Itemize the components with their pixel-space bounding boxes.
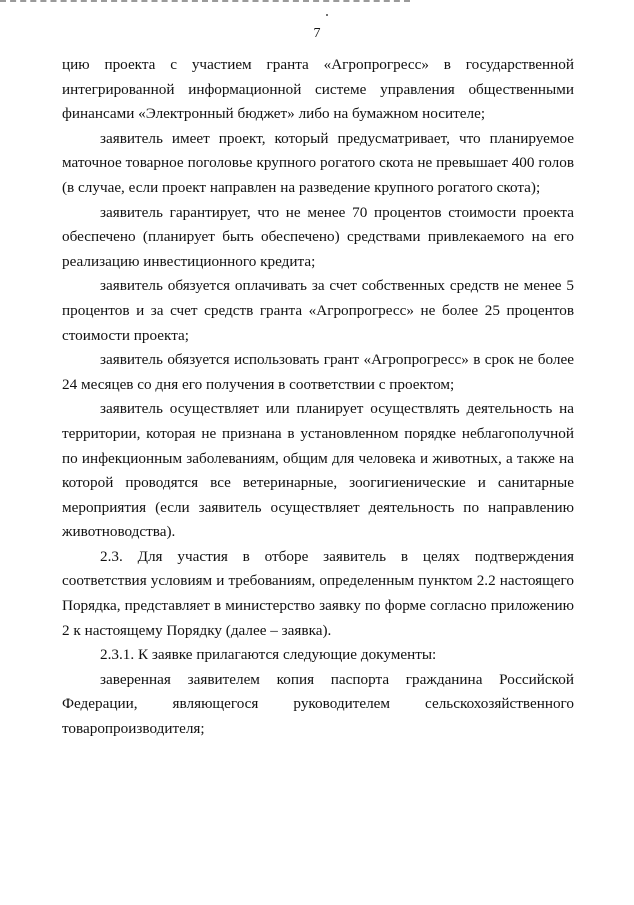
paragraph-continuation: цию проекта с участием гранта «Агропрогресс» в государственной интегрированной информационной системе управления общественными финансами «Электронный бюджет» либо на бумажном носителе; — [62, 56, 574, 123]
paragraph-section-2-3: 2.3. Для участия в отборе заявитель в целях подтверждения соответствия условиям и требованиям, определенным пунктом 2.2 настоящего Порядка, представляет в министерство заявку по форме согласно приложению 2 к настоящему Порядку (далее – заявка). — [62, 547, 574, 639]
paragraph-grant-term: заявитель обязуется использовать грант «Агропрогресс» в срок не более 24 месяцев со дня его получения в соответствии с проектом; — [62, 351, 574, 393]
paragraph-passport-copy: заверенная заявителем копия паспорта гражданина Российской Федерации, являющегося руководителем сельскохозяйственного товаропроизводителя; — [62, 670, 574, 738]
paragraph-section-2-3-1: 2.3.1. К заявке прилагаются следующие документы: — [100, 646, 437, 664]
document-body — [62, 53, 574, 742]
paragraph-own-funds: заявитель обязуется оплачивать за счет собственных средств не менее 5 процентов и за счет средств гранта «Агропрогресс» не более 25 процентов стоимости проекта; — [62, 277, 574, 344]
paragraph-herd-limit: заявитель имеет проект, который предусматривает, что планируемое маточное товарное поголовье крупного рогатого скота не превышает 400 голов (в случае, если проект направлен на разведение крупного рогатого скота); — [62, 129, 574, 196]
page-number: 7 — [313, 26, 321, 41]
scan-top-edge — [0, 0, 410, 5]
scan-speck — [326, 14, 328, 16]
paragraph-territory: заявитель осуществляет или планирует осуществлять деятельность на территории, которая не признана в установленном порядке неблагополучной по инфекционным заболеваниям, общим для человека и животных, а также на которой проводятся все ветеринарные, зоогигиенические и санитарные мероприятия (если заявитель осуществляет деятельность по направлению животноводства). — [62, 400, 574, 541]
paragraph-credit-guarantee: заявитель гарантирует, что не менее 70 процентов стоимости проекта обеспечено (планирует быть обеспечено) средствами привлекаемого на его реализацию инвестиционного кредита; — [62, 203, 574, 270]
